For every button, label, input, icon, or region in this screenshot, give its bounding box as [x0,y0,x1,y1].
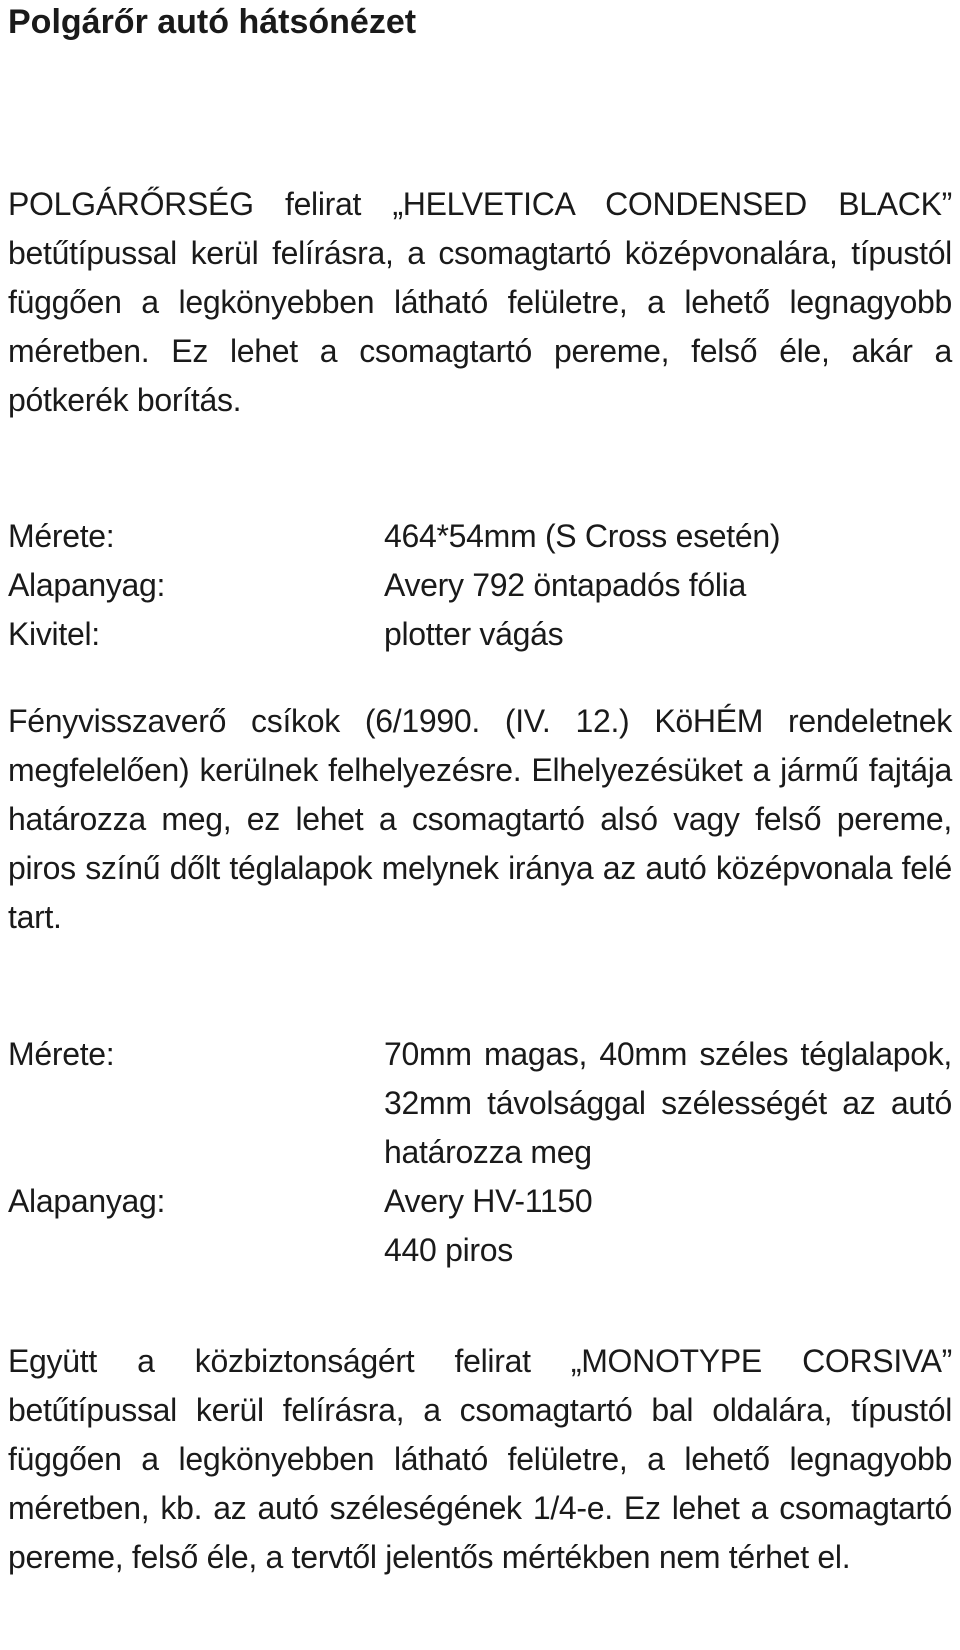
section2-paragraph: Fényvisszaverő csíkok (6/1990. (IV. 12.) KöHÉM rendeletnek megfelelően) kerülnek felhelyezésre. Elhelyezésüket a jármű fajtája határozza meg, ez lehet a csomagtartó alsó vagy felső pereme, piros színű dőlt téglalapok melynek iránya az autó középvonala felé tart. [8,703,952,935]
spec-value: 70mm magas, 40mm széles téglalapok, 32mm távolsággal szélességét az autó határozza meg [384,1036,952,1170]
spec-value: Avery 792 öntapadós fólia [384,567,746,603]
spec-row-material [8,1177,952,1275]
spec-row-size [8,512,952,561]
spec-row-size [8,1030,952,1177]
spec-value: 464*54mm (S Cross esetén) [384,518,781,554]
section3-paragraph: Együtt a közbiztonságért felirat „MONOTYPE CORSIVA” betűtípussal kerül felírásra, a csomagtartó bal oldalára, típustól függően a legkönyebben látható felületre, a lehető legnagyobb méretben, kb. az autó széleségének 1/4-e. Ez lehet a csomagtartó pereme, felső éle, a tervtől jelentős mértékben nem térhet el. [8,1343,952,1575]
spec-label: Alapanyag: [8,1183,166,1219]
spec-row-material [8,561,952,610]
spec-value: Avery HV-1150 [384,1183,593,1219]
spec-value-group [384,1177,952,1275]
spec-value: plotter vágás [384,616,564,652]
section1-specs [8,512,952,659]
spec-label: Alapanyag: [8,567,166,603]
spec-value-color: 440 piros [384,1232,513,1268]
page-title: Polgárőr autó hátsónézet [8,3,417,41]
spec-label: Mérete: [8,518,115,554]
spec-row-execution [8,610,952,659]
spec-label: Mérete: [8,1036,115,1072]
spec-label: Kivitel: [8,616,100,652]
section1-paragraph: POLGÁRŐRSÉG felirat „HELVETICA CONDENSED BLACK” betűtípussal kerül felírásra, a csomagtartó középvonalára, típustól függően a legkönyebben látható felületre, a lehető legnagyobb méretben. Ez lehet a csomagtartó pereme, felső éle, akár a pótkerék borítás. [8,186,952,418]
section2-specs [8,1030,952,1275]
